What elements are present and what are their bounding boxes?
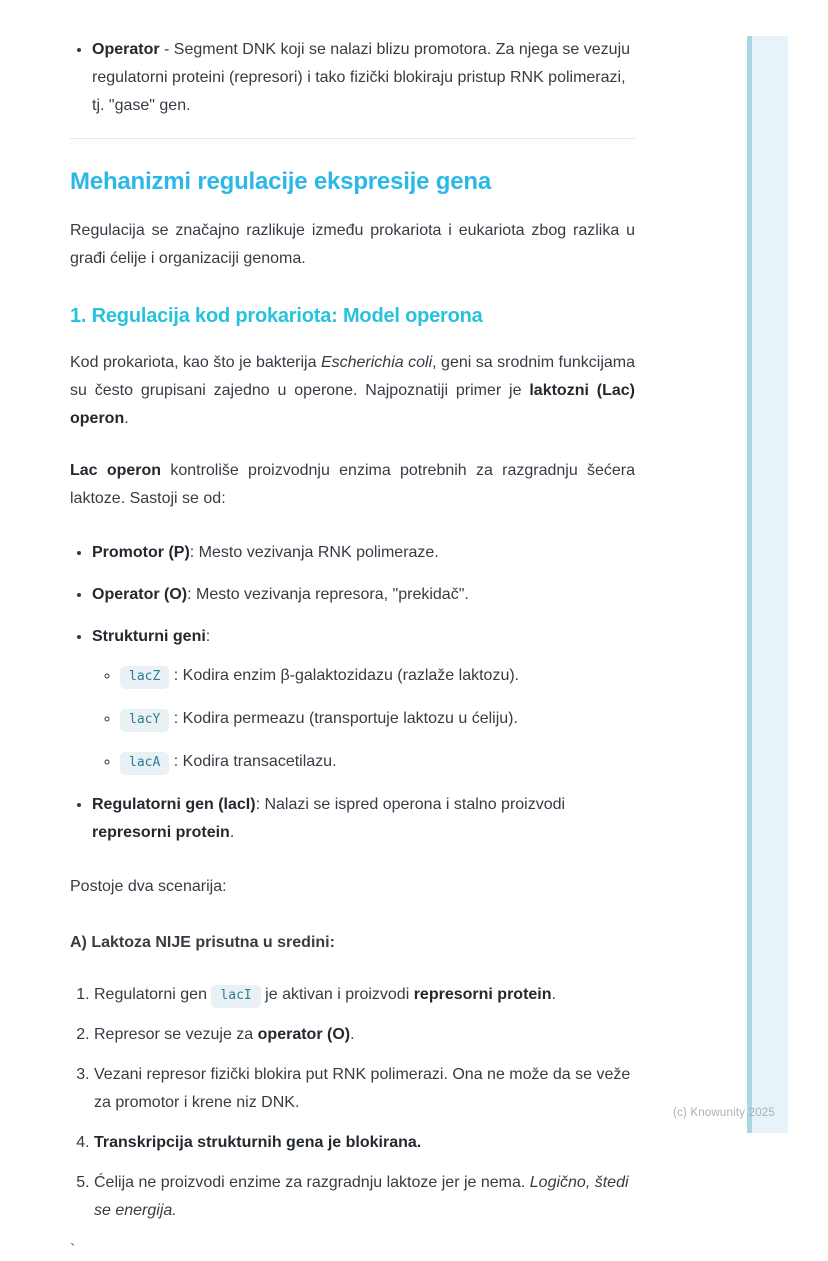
section-divider	[70, 138, 635, 139]
text-segment: Operator (O)	[92, 586, 188, 603]
text-segment: Regulatorni gen	[94, 986, 212, 1003]
operon-parts-list	[70, 539, 635, 847]
text-segment: : Kodira permeazu (transportuje laktozu u ćeliju).	[169, 710, 518, 727]
text-segment: .	[124, 410, 129, 427]
list-item	[120, 661, 635, 691]
list-item	[92, 791, 635, 847]
section-intro-paragraph: Regulacija se značajno razlikuje između prokariota i eukariota zbog razlika u građi ćelije i organizaciji genoma.	[70, 222, 635, 267]
list-item	[92, 623, 635, 777]
page-title: Mehanizmi regulacije ekspresije gena	[70, 168, 491, 195]
text-segment: Operator	[92, 41, 160, 58]
list-item	[94, 1169, 635, 1225]
code-chip: lacZ	[120, 666, 169, 689]
list-item	[94, 1061, 635, 1117]
list-item	[94, 981, 635, 1009]
text-segment: : Kodira enzim β-galaktozidazu (razlaže laktozu).	[169, 667, 520, 684]
text-segment: represorni protein	[413, 986, 552, 1003]
stray-backtick: `	[70, 1242, 76, 1259]
text-segment: : Mesto vezivanja RNK polimeraze.	[189, 544, 439, 561]
list-item	[94, 1129, 635, 1157]
text-segment: Vezani represor fizički blokira put RNK polimerazi. Ona ne može da se veže za promotor i krene niz DNK.	[94, 1066, 631, 1111]
text-segment: Lac operon	[70, 462, 162, 479]
text-segment: Transkripcija strukturnih gena je blokirana.	[94, 1134, 422, 1151]
subsection-title: 1. Regulacija kod prokariota: Model operona	[70, 305, 483, 327]
text-segment: Regulatorni gen (lacI)	[92, 796, 256, 813]
text-segment: , geni sa srodnim funkcijama su često grupisani zajedno u operone. Najpoznatiji primer je	[70, 354, 635, 399]
scenarios-intro: Postoje dva scenarija:	[70, 878, 227, 895]
text-segment: Escherichia coli	[320, 354, 433, 371]
text-segment: : Kodira transacetilazu.	[169, 753, 337, 770]
text-segment: .	[229, 824, 235, 841]
list-item	[92, 581, 635, 609]
text-segment: - Segment DNK koji se nalazi blizu promotora. Za njega se vezuju regulatorni proteini (represori) i tako fizički blokiraju pristup RNK polimerazi, tj. "gase" gen.	[92, 41, 631, 114]
text-segment: Represor se vezuje za	[94, 1026, 258, 1043]
list-item	[94, 1021, 635, 1049]
list-item	[92, 36, 635, 120]
text-segment: : Mesto vezivanja represora, "prekidač".	[187, 586, 469, 603]
operon-intro-paragraph	[70, 349, 635, 433]
scenario-a-steps	[70, 981, 635, 1225]
structural-genes-list	[92, 661, 635, 777]
scenario-a-title: A) Laktoza NIJE prisutna u sredini:	[70, 934, 335, 951]
list-item	[92, 539, 635, 567]
list-item-label	[92, 628, 210, 645]
code-chip: lacA	[120, 752, 169, 775]
document-content	[70, 0, 635, 1261]
copyright-notice: (c) Knowunity 2025	[672, 1107, 775, 1119]
lac-operon-paragraph	[70, 457, 635, 513]
text-segment: Kod prokariota, kao što je bakterija	[70, 354, 321, 371]
text-segment: represorni protein	[92, 824, 230, 841]
text-segment: Logično, štedi se energija.	[94, 1174, 629, 1219]
text-segment: : Nalazi se ispred operona i stalno proizvodi	[255, 796, 566, 813]
text-segment: operator (O)	[257, 1026, 351, 1043]
list-item	[120, 747, 635, 777]
text-segment: .	[551, 986, 556, 1003]
text-segment: Ćelija ne proizvodi enzime za razgradnju laktoze jer je nema.	[94, 1174, 530, 1191]
text-segment: :	[205, 628, 211, 645]
code-chip: lacY	[120, 709, 169, 732]
text-segment: je aktivan i proizvodi	[260, 986, 414, 1003]
text-segment: kontroliše proizvodnju enzima potrebnih za razgradnju šećera laktoze. Sastoji se od:	[70, 462, 636, 507]
operator-definition-list	[70, 36, 635, 120]
text-segment: .	[350, 1026, 355, 1043]
text-segment: Promotor (P)	[92, 544, 190, 561]
list-item	[120, 704, 635, 734]
page-edge-rail	[747, 36, 788, 1133]
text-segment: Strukturni geni	[92, 628, 206, 645]
code-chip: lacI	[211, 985, 260, 1008]
text-segment: laktozni (Lac) operon	[70, 382, 636, 427]
